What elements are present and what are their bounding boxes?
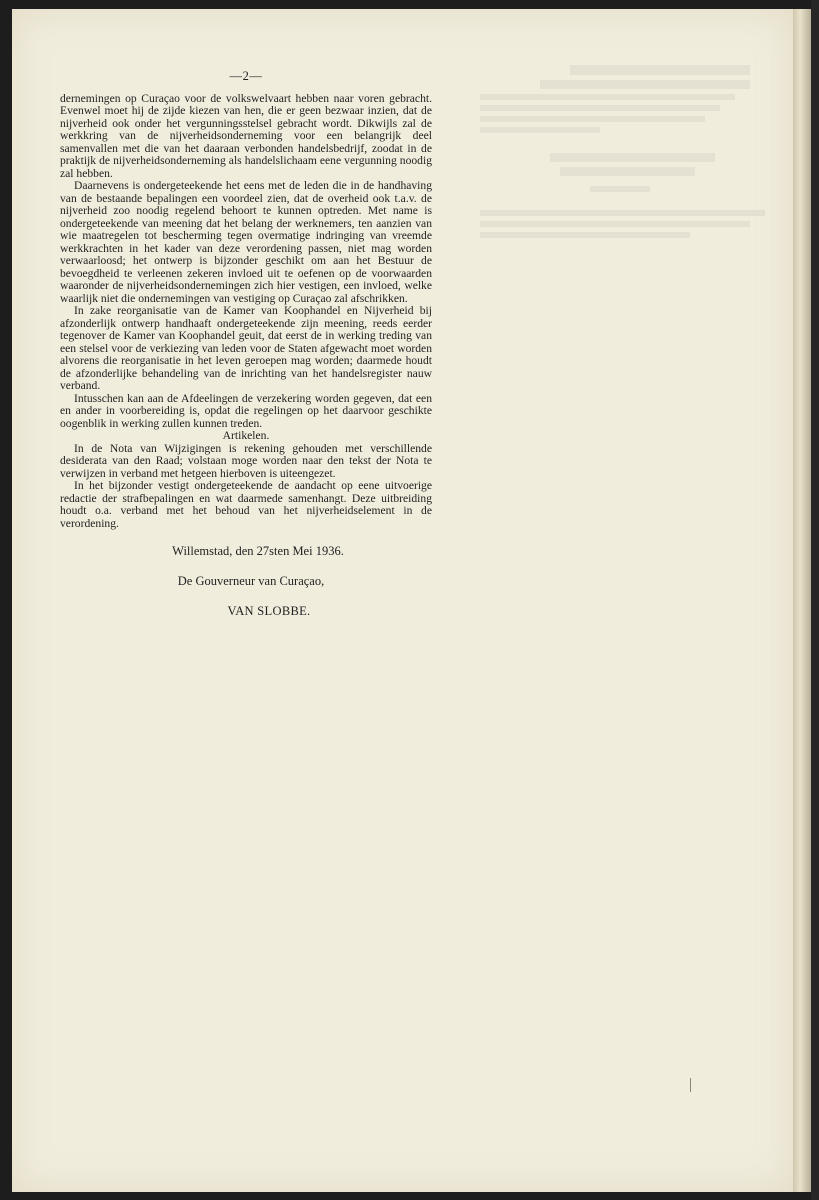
page-edge xyxy=(793,9,811,1192)
document-body xyxy=(60,70,432,618)
section-heading: Artikelen. xyxy=(222,429,270,442)
scan-border xyxy=(811,0,819,1200)
paragraph-4: Intusschen kan aan de Afdeelingen de verzekering worden gegeven, dat een en ander in voorbereiding is, opdat die regelingen op het daarvoor geschikte oogenblik in werking zullen kunnen treden. xyxy=(60,391,432,430)
paragraph-5: In de Nota van Wijzigingen is rekening gehouden met verschillende desiderata van den Raad; volstaan moge worden naar den tekst der Nota te verwijzen in verband met hetgeen hierboven is uiteengezet. xyxy=(60,441,432,480)
page-mark xyxy=(690,1078,691,1092)
signature-title: De Gouverneur van Curaçao, xyxy=(177,574,325,588)
signature-name: VAN SLOBBE. xyxy=(227,604,311,618)
paragraph-1: dernemingen op Curaçao voor de volkswelvaart hebben naar voren gebracht. Evenwel moet hij de zijde kiezen van hen, die er geen bezwaar inzien, dat de nijverheid ook onder het vergunningsstelsel gebracht wordt. Dikwijls zal de werkkring van de nijverheidsonderneming voor een belangrijk deel samenvallen met die van het daaraan verbonden handelsbedrijf, zoodat in de praktijk de nijverheidsonderneming als handelslichaam eene vergunning noodig zal hebben. xyxy=(60,91,432,180)
paragraph-3: In zake reorganisatie van de Kamer van Koophandel en Nijverheid bij afzonderlijk ontwerp handhaaft ondergeteekende zijn meening, reeds eerder tegenover de Kamer van Koophandel geuit, dat eerst de in werking treding van een stelsel voor de verkiezing van leden voor de Staten afgewacht moet worden alvorens die reorganisatie in het leven geroepen mag worden; daarmede houdt de afzonderlijke behandeling van de inrichting van het handelsregister nauw verband. xyxy=(60,304,432,392)
page-number: —2— xyxy=(229,69,263,83)
signature-place-date: Willemstad, den 27sten Mei 1936. xyxy=(172,544,344,558)
paragraph-6: In het bijzonder vestigt ondergeteekende de aandacht op eene uitvoerige redactie der strafbepalingen en wat daarmede samenhangt. Deze uitbreiding houdt o.a. verband met het behoud van het nijverheidselement in de verordening. xyxy=(60,479,432,530)
paragraph-2: Daarnevens is ondergeteekende het eens met de leden die in de handhaving van de bestaande bepalingen een voordeel zien, dat de overheid ook t.a.v. de nijverheid zoo noodig regelend behoort te kunnen optreden. Met name is ondergeteekende van meening dat het belang der werknemers, ten aanzien van wie maatregelen tot bescherming tegen overmatige indringing van vreemde werkkrachten in het kader van deze verordening passen, niet mag worden verwaarloosd; het ontwerp is bijzonder geschikt om aan het Bestuur de bevoegdheid te verleenen zekeren invloed uit te oefenen op de voorwaarden waaronder de nijverheidsondernemingen zich hier vestigen, een invloed, welke waarlijk niet die ondernemingen van vestiging op Curaçao zal afschrikken. xyxy=(60,179,432,305)
